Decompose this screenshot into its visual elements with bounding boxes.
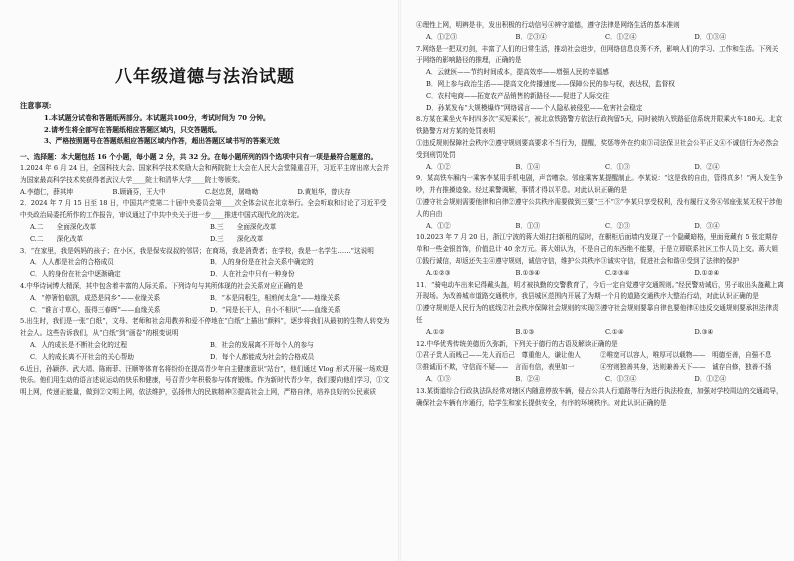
statement: ②唯宽可以容人，唯厚可以载物—— 明德至善，自强不息 bbox=[600, 351, 772, 360]
option: C．①③ bbox=[605, 162, 630, 171]
option: D．①③④ bbox=[694, 32, 727, 41]
option: C.②③④ bbox=[605, 268, 630, 277]
option: B．网上参与政治生活——提高文化传播速度——保障公民的参与权，表达权，监督权 bbox=[426, 79, 675, 88]
question-4-options bbox=[20, 293, 390, 317]
right-column bbox=[400, 0, 794, 561]
question-6-options bbox=[416, 32, 784, 44]
statement-list: ①践行诚信，却返还失主④遵守规则，诚信守信，维护公共秩序③诚实守信，促进社会和谐④受到了法律的保护 bbox=[416, 256, 740, 265]
option: D.黄旭华，曾庆存 bbox=[297, 187, 351, 196]
note-item: 1.本试题分试卷和答题纸两部分。本试题共100分，考试时间为 70 分钟。 bbox=[44, 114, 270, 122]
option: B．①③ bbox=[515, 221, 541, 230]
question-9: 9．某高铁车厢内一乘客李某用手机电剧，声音嘈杂。邻座乘客某提醒制止。李某说：“这是我的自由，管得真多！”两人发生争吵，并有推搡迹象。经过乘警调解，事情才得以平息。对此认识正确的是 bbox=[416, 174, 783, 195]
statement: ①君子贵人而贱己——先人而后己 尊重他人，谦让他人 bbox=[416, 351, 581, 360]
option: D．孙某发布“大规模爆炸”网络谣言——个人隐私被侵犯——危害社会稳定 bbox=[426, 103, 643, 112]
option: D．人在社会中只有一种身份 bbox=[210, 270, 295, 279]
option: A．人人都是社会的合格成员 bbox=[30, 258, 114, 267]
question-6: 6.近日，孙颖莎、武大靖、陈雨菲、汪顺等体育名将纷纷在提高青少年自主健康意识“站台”，他们通过 Vlog 形式开展一场欢迎快乐。他们用生动的语言述说运动的快乐和健康，号召青少年积极参与体育锻炼。作为新时代青少年，我们要向他们学习，①文明上网，传递正能量，做到②文明上网，依法维护，弘扬伟大的民族精神③提高社会上网，严格自律，培养良好的公民素质 bbox=[20, 364, 390, 397]
option: B.①③ bbox=[515, 327, 535, 336]
option: A.①②③ bbox=[426, 268, 451, 277]
option: B．“本是同根生，相煎何太急”——地缘关系 bbox=[210, 293, 341, 302]
option: A．①②③ bbox=[426, 32, 458, 41]
question-10: 10.2023 年 7 月 20 日，浙江宁波的蒋大姐打扫新租的屋时，在橱柜后面墙内发现了一个隐藏暗格，里面竟藏有 5 张定期存单和一些金银首饰，价值总计 40 余万元。蒋大姐认为，不是自己的东西绝不能要，于是立即联系社区工作人员上交。蒋大姐 bbox=[416, 233, 779, 254]
question-10-options bbox=[416, 268, 784, 280]
option: A．①③ bbox=[426, 374, 451, 383]
option: C．“谁言寸草心，报得三春晖”——血缘关系 bbox=[30, 305, 161, 314]
option: B.三 全面深化改革 bbox=[210, 222, 277, 231]
option: D．“同是长干人，自小不相识”——血缘关系 bbox=[210, 305, 341, 314]
page-title: 八年级道德与法治试题 bbox=[115, 67, 295, 87]
statement-list: ①遵守社会规则需要他律和自律②遵守公共秩序需要做到三要“三不”③“李某只享受权利，没有履行义务④邻座张某无权干涉他人的自由 bbox=[416, 197, 783, 218]
option: C.赵忠贤，屠呦呦 bbox=[205, 187, 259, 196]
statement: ④穷则独善其身，达则兼善天下—— 诚存自修，独善不扬 bbox=[600, 363, 772, 372]
option: C.①④ bbox=[605, 327, 624, 336]
option: C．②③ bbox=[605, 221, 630, 230]
question-5: 5.出生时，我们是一张“白纸”，文母、老师和社会用教养和爱不停地在“白纸”上描出“颜料”，逐步将我们从最初的生物人转变为社会人。这些告诉我们，从“白纸”到“画卷”的根变说明 bbox=[20, 317, 390, 338]
option: A.二 全面深化改革 bbox=[30, 222, 97, 231]
question-8-options bbox=[416, 162, 784, 174]
option: B．社会的发展离不开每个人的参与 bbox=[210, 340, 314, 349]
question-11-options bbox=[416, 327, 784, 339]
option: A.①② bbox=[426, 327, 445, 336]
note-item: 2.请考生将全部写在答题纸相应答题区域内，只交答题纸。 bbox=[44, 125, 222, 134]
option: D.①②④ bbox=[694, 268, 720, 277]
question-12-statements bbox=[416, 350, 784, 374]
question-2: 2．2024 年 7 月 15 日至 18 日，中国共产党第二十届中央委员会第____次全体会议在北京举行。全会听取和讨论了习近平受中央政治局委托所作的工作报告，审议通过了中共中央关于进一步____推进中国式现代化的决定。 bbox=[20, 199, 387, 220]
option: B．人的身份是在社会关系中确定的 bbox=[210, 258, 314, 267]
option: A.李德仁，薛其坤 bbox=[20, 187, 74, 196]
statement-list: ①违反规则保障社会秩序②遵守规则要高要求不当行为，提醒，奖惩等外在约束③司法保卫社会公平正义④不诚信行为必然会受到刑罚处罚 bbox=[416, 138, 779, 159]
question-7: 7.网络是一把双刃剑，丰富了人们的日常生活，推动社会进步，但网络信息良莠不齐，影响人们的学习、工作和生活。下列关于网络的影响路径的推理，正确的是 bbox=[416, 44, 779, 65]
option: D．②④ bbox=[694, 162, 720, 171]
notes-heading: 注意事项: bbox=[20, 101, 52, 110]
question-9-options bbox=[416, 221, 784, 233]
question-12-options bbox=[416, 374, 784, 386]
question-13: 13.某街道综合行政执法队经常对辖区内随意停放车辆，侵占公共人行道路等行为进行执法检查，加强对学校周边的交通疏导，确保社会车辆有序通行，给学生和家长提供安全，有序的环境秩序。对此认识正确的是 bbox=[416, 386, 783, 407]
option: D．每个人都能成为社会的合格成员 bbox=[210, 352, 315, 361]
option: C．人的成长离不开社会的关心帮助 bbox=[30, 352, 134, 361]
option: D.③④ bbox=[694, 327, 714, 336]
option: B．②③④ bbox=[515, 32, 547, 41]
option: A．①② bbox=[426, 162, 451, 171]
question-2-options bbox=[20, 222, 390, 246]
question-12: 12.中华优秀传统美德历久弥新，下列关于德行的古语及解读正确的是 bbox=[416, 339, 618, 348]
statement: ③推诚而不欺，守信而不疑—— 言而有信，表里如一 bbox=[416, 363, 575, 372]
option: B．①④ bbox=[515, 162, 541, 171]
option: C.二 深化改革 bbox=[30, 234, 84, 243]
question-6-continued: ④理性上网，明辨是非，发出积极的行动信号④辨守道德，遵守法律是网络生活的基本准则 bbox=[416, 21, 680, 29]
question-1: 1.2024 年 6 月 24 日，全国科技大会、国家科学技术奖励大会和两院院士大会在人民大会堂隆重召开，习近平主席出席大会并为国家最高科学技术奖获得者武汉大学____院士和清华大学____院士等颁奖。 bbox=[20, 164, 390, 184]
note-item: 3、严格按照题号在答题纸相应答题区域内作答，超出答题区域书写的答案无效 bbox=[44, 137, 280, 145]
option: C．人的身份在社会中逐渐确定 bbox=[30, 270, 121, 279]
question-3-options bbox=[20, 257, 390, 281]
option: D．③④ bbox=[694, 221, 720, 230]
option: C．①③④ bbox=[605, 374, 637, 383]
option: B．②④ bbox=[515, 374, 541, 383]
option: C．①②④ bbox=[605, 32, 637, 41]
option: D.三 深化改革 bbox=[210, 234, 264, 243]
section-heading: 一、选择题：本大题包括 16 个小题，每小题 2 分，共 32 分。在每小题所列的四个选项中只有一项是最符合题意的。 bbox=[20, 152, 378, 161]
option: A．人的成长是不断社会化的过程 bbox=[30, 340, 128, 349]
option: C．农村电商——拓宽农产品销售的新路径——促进了人际交往 bbox=[426, 91, 610, 100]
option: A．①② bbox=[426, 221, 451, 230]
statement-list: ①遵守规则是人民行为的底线②社会秩序保障社会规则的实现③遵守社会规则要靠自律也要他律④违反交通规则要承担法律责任 bbox=[416, 304, 779, 324]
question-3: 3．“在家里，我是妈妈的孩子；在小区，我是保安叔叔的邻居；在商场，我是消费者；在学校，我是一名学生……”这说明 bbox=[20, 246, 374, 255]
option: B.①③④ bbox=[515, 268, 541, 277]
question-5-options bbox=[20, 340, 390, 364]
question-8: 8.方某在乘坐火车时四多次“买短乘长”，被北京铁路警方依法行政拘留5天，同时被纳入铁路征信系统并限乘火车180天。北京铁路警方对方某的处罚表明 bbox=[416, 115, 783, 136]
option: D．①②④ bbox=[694, 374, 727, 383]
question-11: 11．“骑电动车出来记得戴头盔，明才被执勤的交警教育了，今后一定自觉遵守交通规则。”经民警劝诫后，男子取出头盔戴上离开现场。为改善城市道路交通秩序，我县城区范围内开展了为期一个月的道路交通秩序大整治行动，对此认识正确的是 bbox=[416, 280, 784, 301]
option: A．云就医——节约时间成本，提高效率——增强人民的幸福感 bbox=[426, 68, 609, 77]
question-1-options bbox=[20, 187, 390, 199]
question-4: 4.中华诗词博大精深，其中包含着丰富的人际关系。下列诗句与其所体现的社会关系对应正确的是 bbox=[20, 281, 304, 290]
option: B.顾诵芬，王大中 bbox=[112, 187, 166, 196]
option: A．“停箸怕临凯，成恐是同乡”——业缘关系 bbox=[30, 293, 161, 302]
